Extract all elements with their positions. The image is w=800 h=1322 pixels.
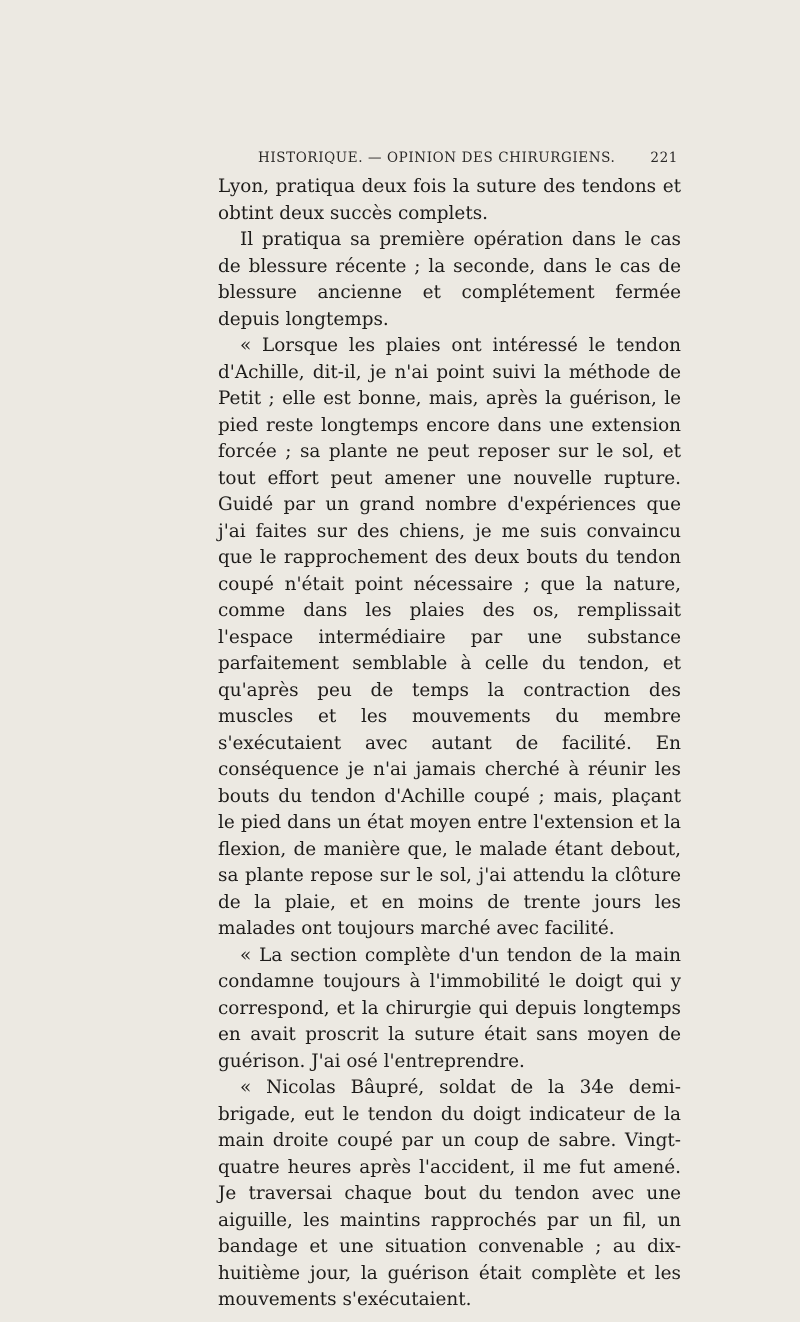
running-head bbox=[258, 150, 678, 166]
paragraph: Il pratiqua sa première opération dans le cas de blessure récente ; la seconde, dans le cas de blessure ancienne et complétement fermée depuis longtemps. bbox=[218, 229, 681, 330]
body-text bbox=[218, 174, 681, 1314]
running-title: HISTORIQUE. — OPINION DES CHIRURGIENS. bbox=[258, 150, 616, 166]
paragraph: « La section complète d'un tendon de la main condamne toujours à l'immobilité le doigt qui y correspond, et la chirurgie qui depuis longtemps en avait proscrit la suture était sans moyen de guérison. J'ai osé l'entreprendre. bbox=[218, 944, 681, 1072]
paragraph: « Lorsque les plaies ont intéressé le tendon d'Achille, dit-il, je n'ai point suivi la méthode de Petit ; elle est bonne, mais, après la guérison, le pied reste longtemps encore dans une extension forcée ; sa plante ne peut reposer sur le sol, et tout effort peut amener une nouvelle rupture. Guidé par un grand nombre d'expériences que j'ai faites sur des chiens, je me suis convaincu que le rapprochement des deux bouts du tendon coupé n'était point nécessaire ; que la nature, comme dans les plaies des os, remplissait l'espace intermédiaire par une substance parfaitement semblable à celle du tendon, et qu'après peu de temps la contraction des muscles et les mouvements du membre s'exécutaient avec autant de facilité. En conséquence je n'ai jamais cherché à réunir les bouts du tendon d'Achille coupé ; mais, plaçant le pied dans un état moyen entre l'extension et la flexion, de manière que, le malade étant debout, sa plante repose sur le sol, j'ai attendu la clôture de la plaie, et en moins de trente jours les malades ont toujours marché avec facilité. bbox=[218, 335, 681, 939]
paragraph: Lyon, pratiqua deux fois la suture des tendons et obtint deux succès complets. bbox=[218, 176, 681, 224]
paragraph: « Nicolas Bâupré, soldat de la 34e demi-brigade, eut le tendon du doigt indicateur de la main droite coupé par un coup de sabre. Vingt-quatre heures après l'accident, il me fut amené. Je traversai chaque bout du tendon avec une aiguille, les maintins rapprochés par un fil, un bandage et une situation convenable ; au dix-huitième jour, la guérison était complète et les mouvements s'exécutaient. bbox=[218, 1077, 681, 1310]
page-number: 221 bbox=[650, 150, 678, 166]
